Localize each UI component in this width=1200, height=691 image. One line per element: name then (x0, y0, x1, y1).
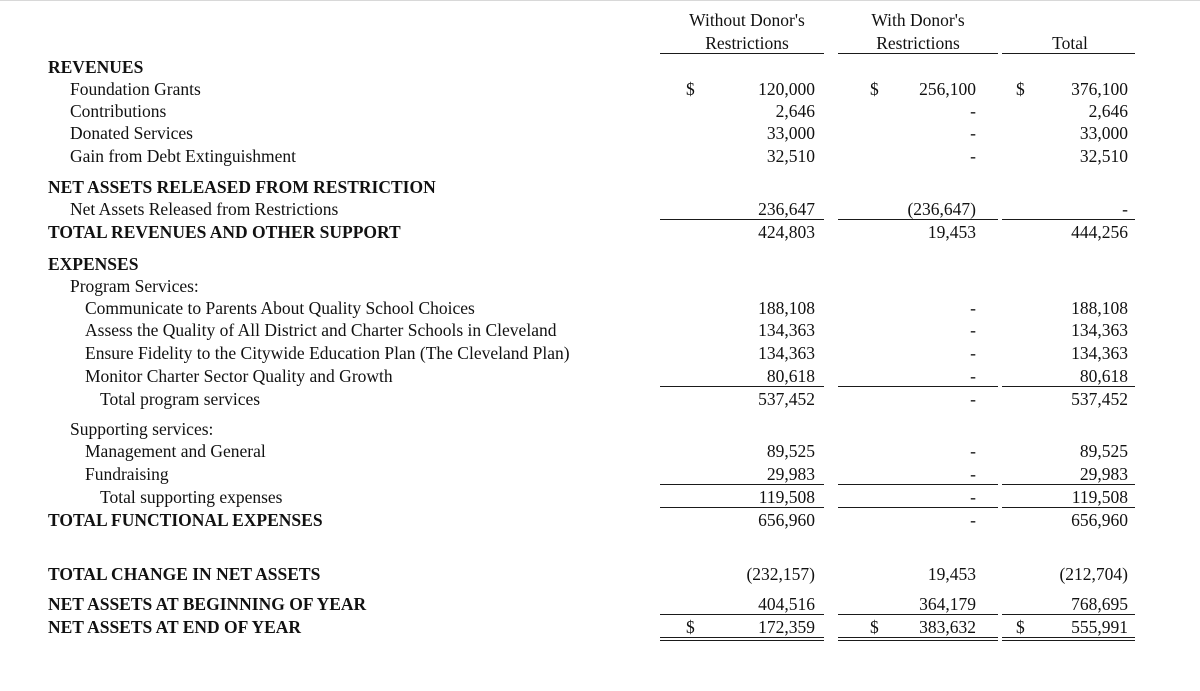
cell-total: 444,256 (1071, 222, 1128, 242)
row-label: Fundraising (85, 464, 169, 484)
cell-without-restrictions: 134,363 (758, 320, 815, 340)
cell-with-restrictions: - (970, 146, 976, 166)
cell-without-restrictions: 29,983 (766, 464, 815, 484)
header-with-restrictions-line1: With Donor's (871, 10, 965, 30)
cell-without-restrictions: 656,960 (758, 510, 815, 530)
cell-without-restrictions: 2,646 (775, 101, 815, 121)
program-total-label: Total program services (100, 389, 261, 409)
row-label: Monitor Charter Sector Quality and Growth (85, 366, 393, 386)
subtotal-rule (660, 219, 824, 220)
currency-symbol: $ (870, 79, 879, 99)
subtotal-rule (1002, 614, 1135, 615)
cell-with-restrictions: - (970, 123, 976, 143)
cell-with-restrictions: - (970, 298, 976, 318)
cell-total: (212,704) (1059, 564, 1128, 584)
total-expenses-label: TOTAL FUNCTIONAL EXPENSES (48, 510, 323, 530)
cell-with-restrictions: 383,632 (919, 617, 976, 637)
cell-without-restrictions: 120,000 (758, 79, 815, 99)
subtotal-rule (660, 386, 824, 387)
cell-total: 32,510 (1079, 146, 1128, 166)
total-revenues-label: TOTAL REVENUES AND OTHER SUPPORT (48, 222, 401, 242)
cell-total: 768,695 (1071, 594, 1128, 614)
cell-without-restrictions: 236,647 (758, 199, 815, 219)
subtotal-rule (1002, 507, 1135, 508)
row-label: Foundation Grants (70, 79, 201, 99)
cell-with-restrictions: - (970, 487, 976, 507)
row-label: Ensure Fidelity to the Citywide Education Plan (The Cleveland Plan) (85, 343, 570, 363)
cell-total: 376,100 (1071, 79, 1128, 99)
cell-with-restrictions: - (970, 464, 976, 484)
end-label: NET ASSETS AT END OF YEAR (48, 617, 302, 637)
cell-without-restrictions: 32,510 (766, 146, 815, 166)
currency-symbol: $ (686, 617, 695, 637)
cell-without-restrictions: 89,525 (766, 441, 815, 461)
cell-total: 29,983 (1079, 464, 1128, 484)
program-services-heading: Program Services: (70, 276, 199, 296)
subtotal-rule (660, 614, 824, 615)
cell-without-restrictions: 134,363 (758, 343, 815, 363)
header-without-restrictions-line1: Without Donor's (689, 10, 805, 30)
cell-without-restrictions: (232,157) (746, 564, 815, 584)
cell-total: 119,508 (1071, 487, 1128, 507)
currency-symbol: $ (870, 617, 879, 637)
double-rule (838, 637, 998, 641)
currency-symbol: $ (1016, 617, 1025, 637)
row-label: Donated Services (70, 123, 193, 143)
cell-with-restrictions: - (970, 441, 976, 461)
cell-without-restrictions: 33,000 (766, 123, 815, 143)
subtotal-rule (838, 386, 998, 387)
row-label: Communicate to Parents About Quality School Choices (85, 298, 475, 318)
revenues-heading: REVENUES (48, 57, 144, 77)
cell-without-restrictions: 188,108 (758, 298, 815, 318)
double-rule (660, 637, 824, 641)
subtotal-rule (838, 484, 998, 485)
row-label: Net Assets Released from Restrictions (70, 199, 339, 219)
cell-total: 555,991 (1071, 617, 1128, 637)
row-label: Assess the Quality of All District and Charter Schools in Cleveland (85, 320, 557, 340)
subtotal-rule (838, 614, 998, 615)
cell-with-restrictions: 19,453 (927, 222, 976, 242)
change-label: TOTAL CHANGE IN NET ASSETS (48, 564, 321, 584)
cell-without-restrictions: 172,359 (758, 617, 815, 637)
cell-with-restrictions: - (970, 389, 976, 409)
cell-total: 656,960 (1071, 510, 1128, 530)
cell-with-restrictions: - (970, 101, 976, 121)
header-with-restrictions-line2: Restrictions (876, 33, 960, 53)
supporting-total-label: Total supporting expenses (100, 487, 283, 507)
subtotal-rule (838, 507, 998, 508)
cell-total: 537,452 (1071, 389, 1128, 409)
cell-without-restrictions: 537,452 (758, 389, 815, 409)
cell-total: 80,618 (1079, 366, 1128, 386)
top-border (0, 0, 1200, 1)
cell-with-restrictions: - (970, 510, 976, 530)
cell-with-restrictions: - (970, 320, 976, 340)
cell-with-restrictions: 256,100 (919, 79, 976, 99)
row-label: Contributions (70, 101, 167, 121)
cell-total: 89,525 (1079, 441, 1128, 461)
header-underline-col2 (838, 53, 998, 54)
row-label: Management and General (85, 441, 266, 461)
cell-with-restrictions: 19,453 (927, 564, 976, 584)
subtotal-rule (660, 507, 824, 508)
currency-symbol: $ (1016, 79, 1025, 99)
subtotal-rule (660, 484, 824, 485)
released-heading: NET ASSETS RELEASED FROM RESTRICTION (48, 177, 436, 197)
header-underline-col3 (1002, 53, 1135, 54)
cell-total: 188,108 (1071, 298, 1128, 318)
cell-total: 33,000 (1079, 123, 1128, 143)
subtotal-rule (1002, 386, 1135, 387)
cell-total: - (1122, 199, 1128, 219)
double-rule (1002, 637, 1135, 641)
currency-symbol: $ (686, 79, 695, 99)
cell-with-restrictions: - (970, 343, 976, 363)
subtotal-rule (1002, 484, 1135, 485)
header-underline-col1 (660, 53, 824, 54)
cell-with-restrictions: (236,647) (907, 199, 976, 219)
supporting-services-heading: Supporting services: (70, 419, 214, 439)
cell-without-restrictions: 404,516 (758, 594, 815, 614)
cell-total: 134,363 (1071, 343, 1128, 363)
subtotal-rule (1002, 219, 1135, 220)
cell-with-restrictions: 364,179 (919, 594, 976, 614)
header-total: Total (1052, 33, 1088, 53)
cell-total: 134,363 (1071, 320, 1128, 340)
row-label: Gain from Debt Extinguishment (70, 146, 297, 166)
cell-with-restrictions: - (970, 366, 976, 386)
expenses-heading: EXPENSES (48, 254, 139, 274)
subtotal-rule (838, 219, 998, 220)
cell-without-restrictions: 119,508 (758, 487, 815, 507)
cell-without-restrictions: 80,618 (766, 366, 815, 386)
cell-without-restrictions: 424,803 (758, 222, 815, 242)
beginning-label: NET ASSETS AT BEGINNING OF YEAR (48, 594, 367, 614)
cell-total: 2,646 (1088, 101, 1128, 121)
header-without-restrictions-line2: Restrictions (705, 33, 789, 53)
